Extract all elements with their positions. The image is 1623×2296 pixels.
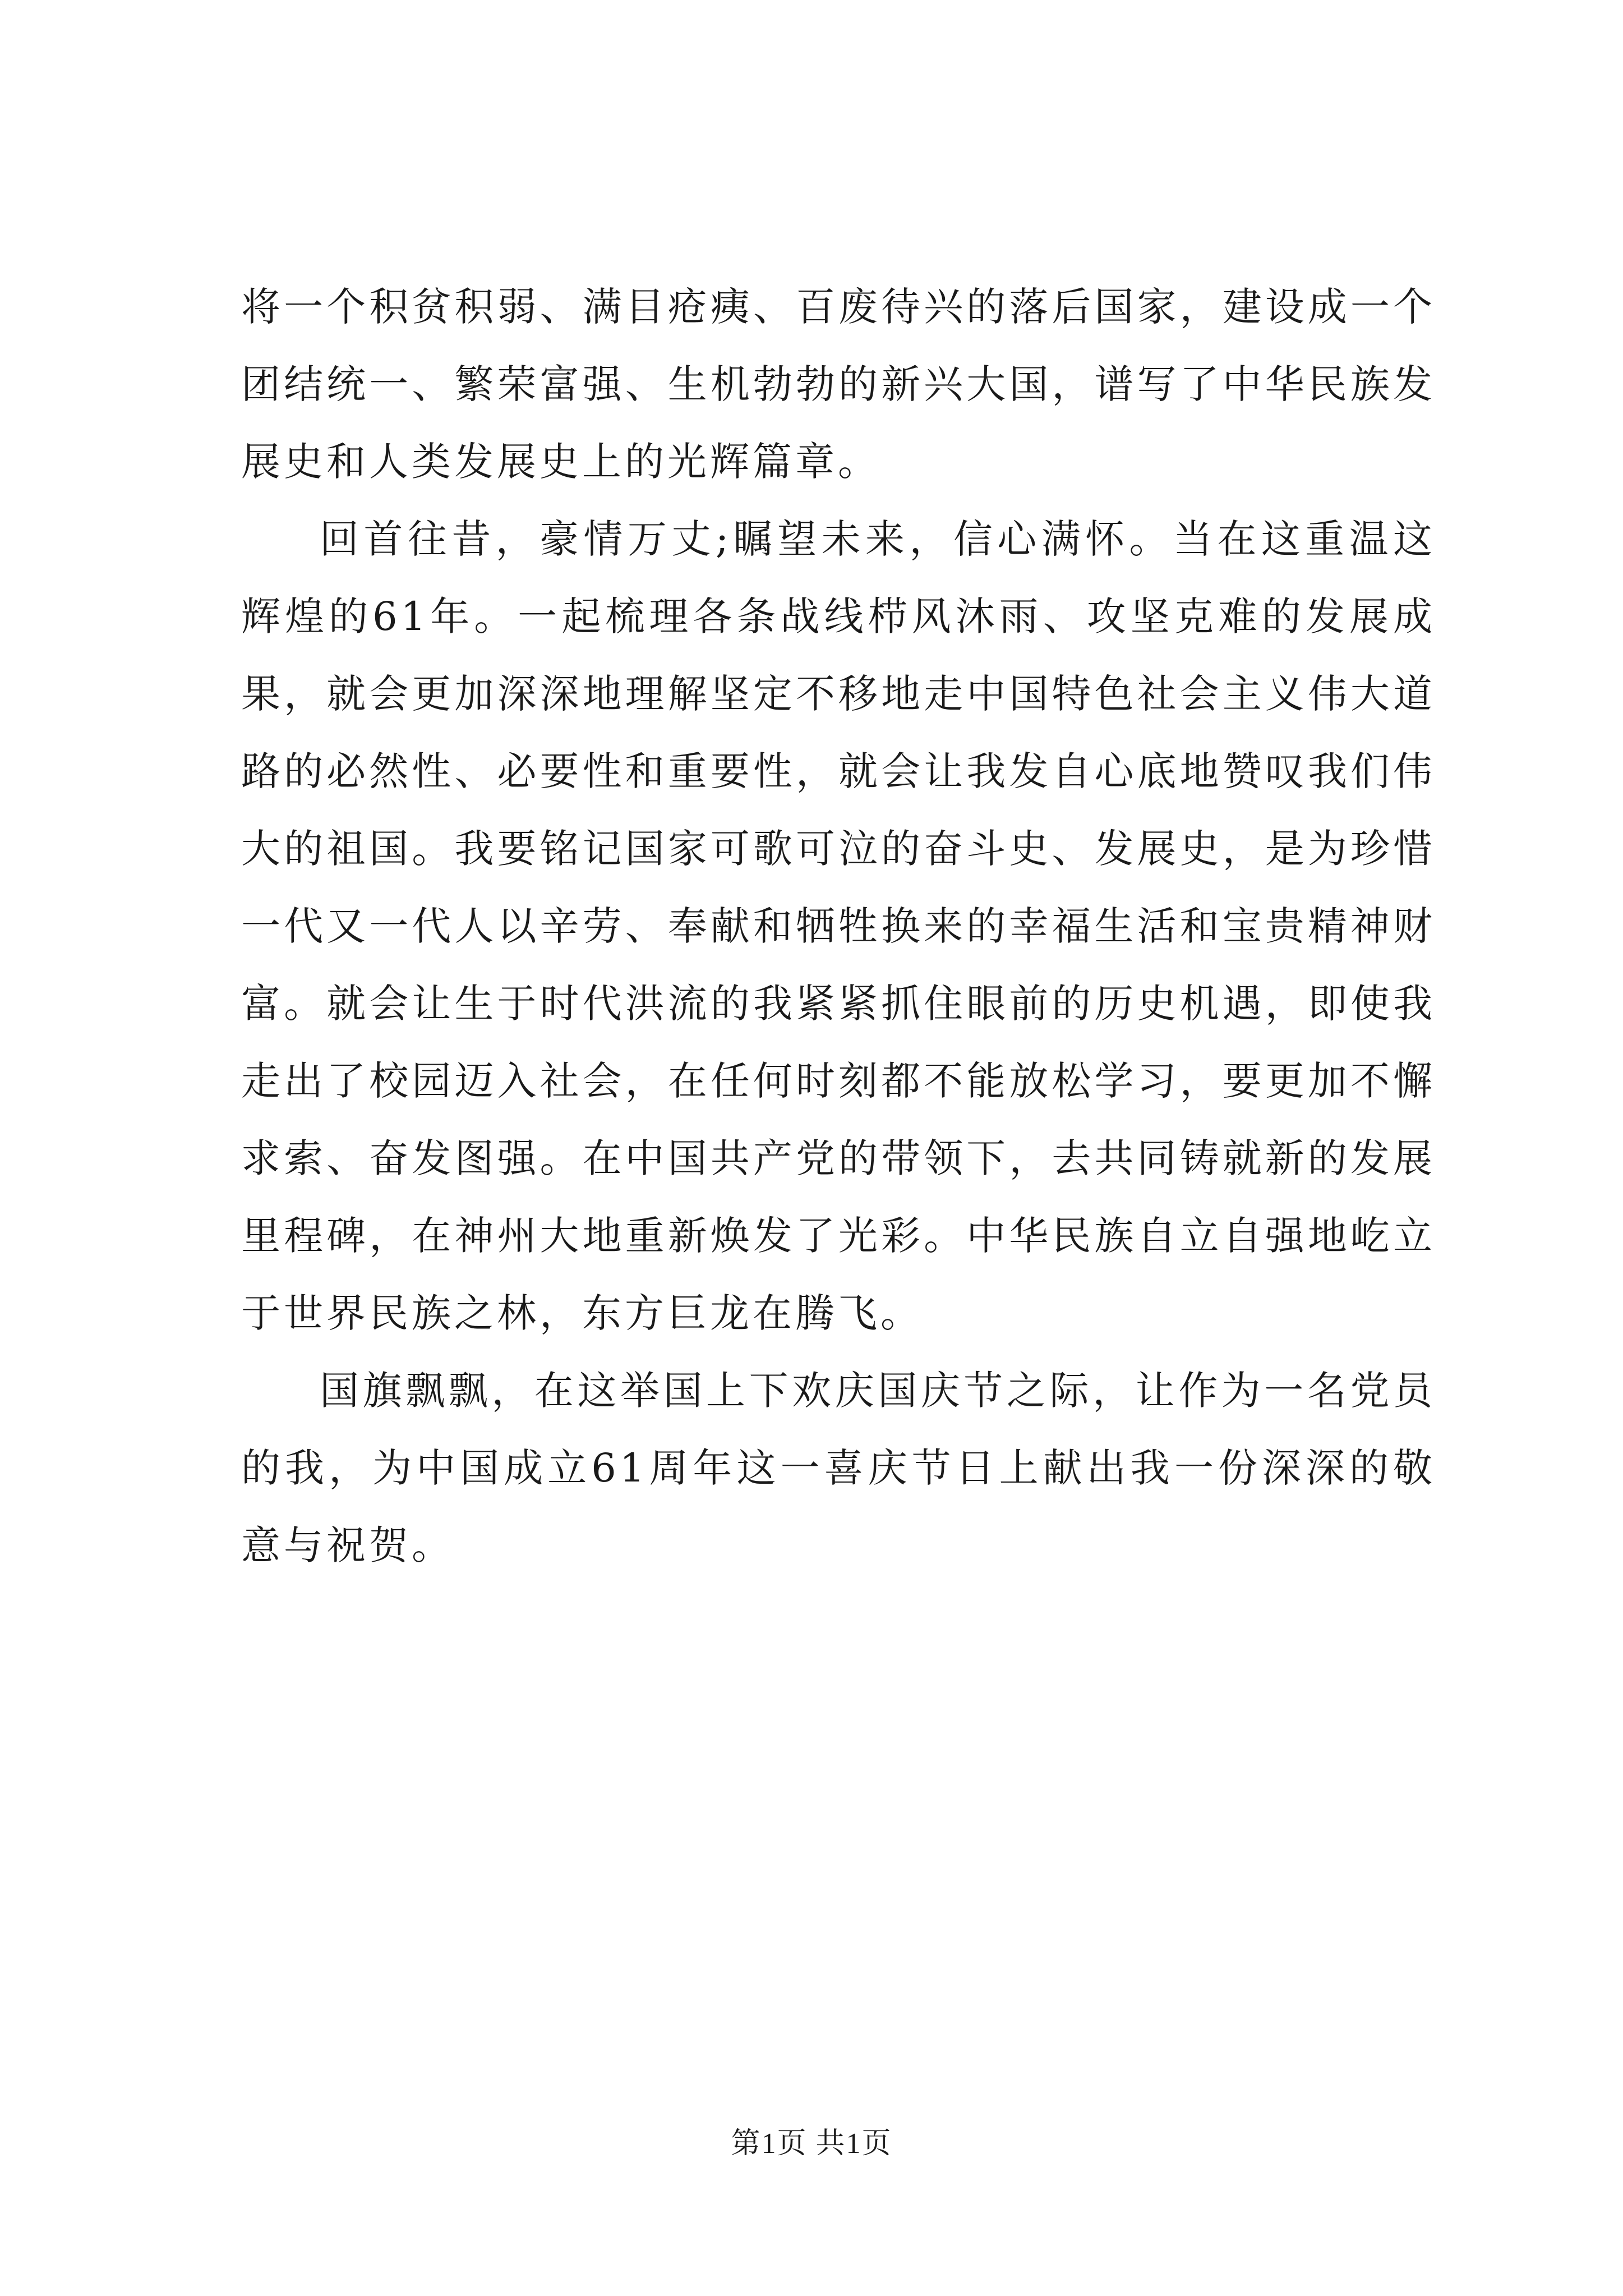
paragraph-3: 国旗飘飘，在这举国上下欢庆国庆节之际，让作为一名党员的我，为中国成立61周年这一喜庆节日上献出我一份深深的敬意与祝贺。 xyxy=(241,1368,1436,1568)
page-footer xyxy=(0,2126,1623,2162)
paragraph-1: 将一个积贫积弱、满目疮痍、百废待兴的落后国家，建设成一个团结统一、繁荣富强、生机勃勃的新兴大国，谱写了中华民族发展史和人类发展史上的光辉篇章。 xyxy=(241,284,1436,485)
page-number-label: 第1页 共1页 xyxy=(731,2128,892,2160)
document-body xyxy=(241,268,1436,1584)
paragraph-2: 回首往昔，豪情万丈;瞩望未来，信心满怀。当在这重温这辉煌的61年。一起梳理各条战线栉风沐雨、攻坚克难的发展成果，就会更加深深地理解坚定不移地走中国特色社会主义伟大道路的必然性、必要性和重要性，就会让我发自心底地赞叹我们伟大的祖国。我要铭记国家可歌可泣的奋斗史、发展史，是为珍惜一代又一代人以辛劳、奉献和牺牲换来的幸福生活和宝贵精神财富。就会让生于时代洪流的我紧紧抓住眼前的历史机遇，即使我走出了校园迈入社会，在任何时刻都不能放松学习，要更加不懈求索、奋发图强。在中国共产党的带领下，去共同铸就新的发展里程碑，在神州大地重新焕发了光彩。中华民族自立自强地屹立于世界民族之林，东方巨龙在腾飞。 xyxy=(241,516,1436,1336)
